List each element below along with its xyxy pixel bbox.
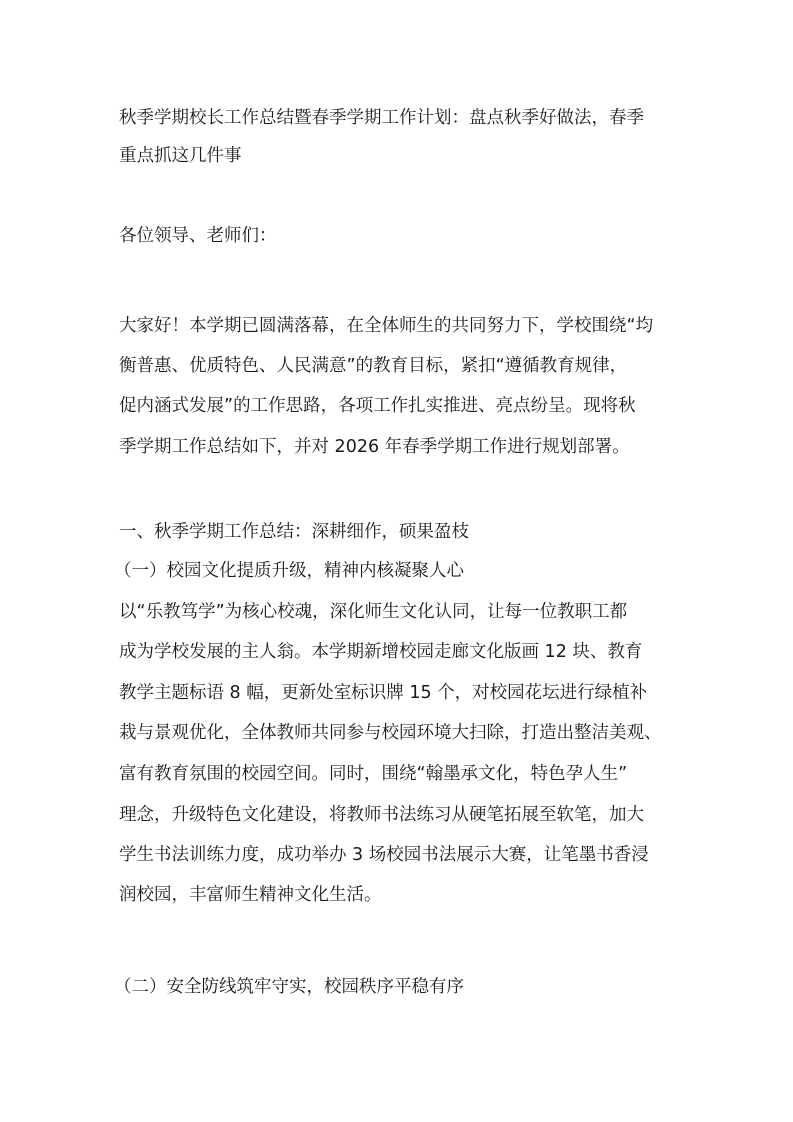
subsection-1-paragraph-line: 理念，升级特色文化建设，将教师书法练习从硬笔拓展至软笔，加大	[119, 805, 644, 825]
intro-paragraph-line: 促内涵式发展”的工作思路，各项工作扎实推进、亮点纷呈。现将秋	[119, 396, 636, 416]
subsection-2-heading: （二）安全防线筑牢守实，校园秩序平稳有序	[114, 977, 464, 997]
greeting: 各位领导、老师们：	[119, 226, 277, 246]
subsection-1-paragraph-line: 栽与景观优化，全体教师共同参与校园环境大扫除，打造出整洁美观、	[119, 723, 662, 743]
section-1-heading: 一、秋季学期工作总结：深耕细作，硕果盈枝	[119, 522, 469, 542]
intro-paragraph-line: 季学期工作总结如下，并对 2026 年春季学期工作进行规划部署。	[119, 437, 630, 457]
subsection-1-heading: （一）校园文化提质升级，精神内核凝聚人心	[114, 561, 464, 581]
document-title-line-2: 重点抓这几件事	[119, 146, 242, 166]
intro-paragraph-line: 衡普惠、优质特色、人民满意”的教育目标，紧扣“遵循教育规律，	[119, 356, 628, 376]
subsection-1-paragraph-line: 富有教育氛围的校园空间。同时，围绕“翰墨承文化，特色孕人生”	[119, 764, 628, 784]
subsection-1-paragraph-line: 以“乐教笃学”为核心校魂，深化师生文化认同，让每一位教职工都	[119, 602, 628, 622]
document-title-line-1: 秋季学期校长工作总结暨春季学期工作计划：盘点秋季好做法，春季	[119, 108, 644, 128]
subsection-1-paragraph-line: 润校园，丰富师生精神文化生活。	[119, 885, 382, 905]
subsection-1-paragraph-line: 学生书法训练力度，成功举办 3 场校园书法展示大赛，让笔墨书香浸	[119, 845, 649, 865]
subsection-1-paragraph-line: 教学主题标语 8 幅，更新处室标识牌 15 个，对校园花坛进行绿植补	[119, 683, 648, 703]
intro-paragraph-line: 大家好！本学期已圆满落幕，在全体师生的共同努力下，学校围绕“均	[119, 316, 654, 336]
subsection-1-paragraph-line: 成为学校发展的主人翁。本学期新增校园走廊文化版画 12 块、教育	[119, 642, 643, 662]
